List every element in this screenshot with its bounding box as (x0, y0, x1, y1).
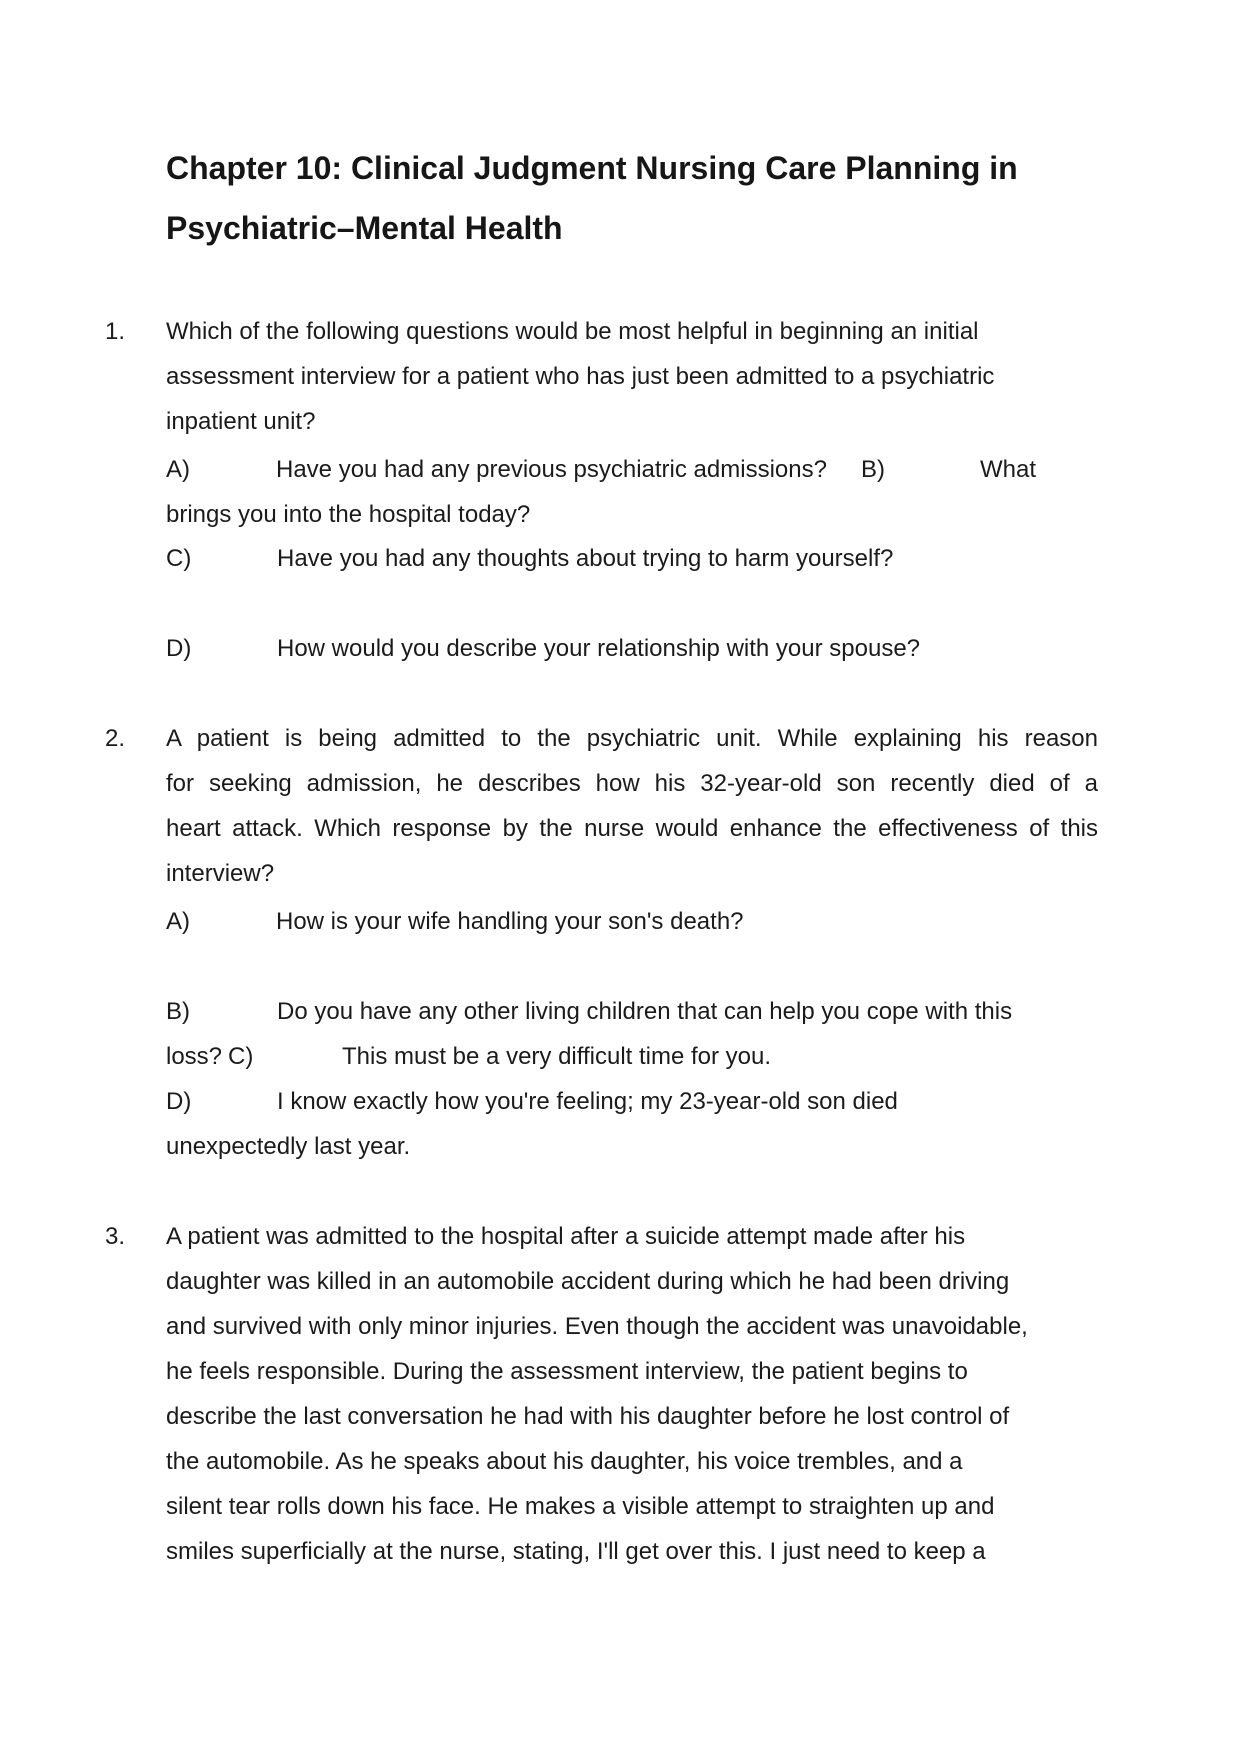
question-stem-line: the automobile. As he speaks about his daughter, his voice trembles, and a (166, 1448, 963, 1475)
question-stem-line: inpatient unit? (166, 408, 316, 435)
option-text-continuation: unexpectedly last year. (166, 1133, 411, 1160)
option-text-continuation: loss? (166, 1043, 223, 1070)
question-stem-line: for seeking admission, he describes how his 32-year-old son recently died of a (166, 770, 1098, 797)
question-number: 2. (105, 725, 126, 752)
question-stem-line: heart attack. Which response by the nurse would enhance the effectiveness of this (166, 815, 1098, 842)
question-stem-line: Which of the following questions would be most helpful in beginning an initial (166, 318, 979, 345)
question-stem-line: daughter was killed in an automobile accident during which he had been driving (166, 1268, 1010, 1295)
option-label: D) (166, 1088, 192, 1115)
question-stem-line: assessment interview for a patient who has just been admitted to a psychiatric (166, 363, 995, 390)
question-stem-line: silent tear rolls down his face. He makes a visible attempt to straighten up and (166, 1493, 995, 1520)
question-number: 3. (105, 1223, 126, 1250)
option-text: I know exactly how you're feeling; my 23-year-old son died (277, 1088, 898, 1115)
option-label: A) (166, 456, 190, 483)
question-stem-line: he feels responsible. During the assessment interview, the patient begins to (166, 1358, 968, 1385)
question-number: 1. (105, 318, 126, 345)
option-text-continuation: brings you into the hospital today? (166, 501, 531, 528)
option-label: B) (166, 998, 190, 1025)
question-stem-line: smiles superficially at the nurse, stating, I'll get over this. I just need to keep a (166, 1538, 986, 1565)
option-text: This must be a very difficult time for you. (342, 1043, 772, 1070)
question-stem-line: describe the last conversation he had with his daughter before he lost control of (166, 1403, 1010, 1430)
option-text: Do you have any other living children that can help you cope with this (277, 998, 1013, 1025)
option-label: C) (166, 545, 192, 572)
question-stem-line: A patient was admitted to the hospital after a suicide attempt made after his (166, 1223, 966, 1250)
option-text: Have you had any previous psychiatric admissions? (276, 456, 827, 483)
option-label: D) (166, 635, 192, 662)
option-label: B) (861, 456, 885, 483)
option-text: What (980, 456, 1037, 483)
option-text: How is your wife handling your son's death? (276, 908, 744, 935)
option-label: C) (228, 1043, 254, 1070)
chapter-title: Chapter 10: Clinical Judgment Nursing Care Planning in Psychiatric–Mental Health (166, 150, 1018, 246)
option-text: Have you had any thoughts about trying to harm yourself? (277, 545, 894, 572)
option-text: How would you describe your relationship with your spouse? (277, 635, 921, 662)
question-stem-line: and survived with only minor injuries. Even though the accident was unavoidable, (166, 1313, 1028, 1340)
question-stem-line: A patient is being admitted to the psychiatric unit. While explaining his reason (166, 725, 1098, 752)
option-label: A) (166, 908, 190, 935)
question-stem-line: interview? (166, 860, 275, 887)
